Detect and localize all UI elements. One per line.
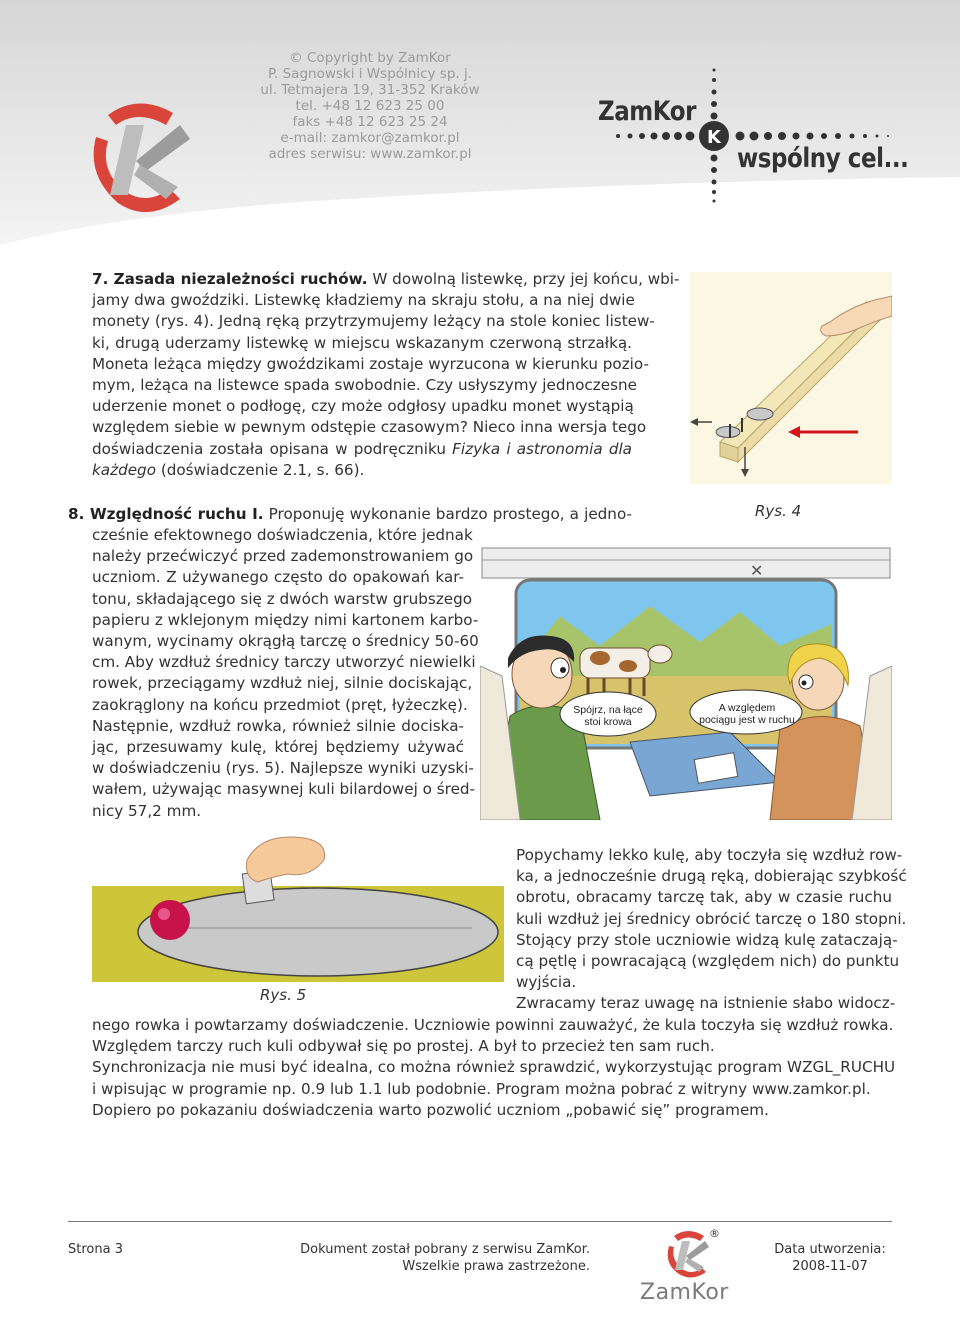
section-8-right-text: [516, 845, 907, 1015]
figure-5-disk-ball: [92, 826, 504, 982]
text-line: monety (rys. 4). Jedną ręką przytrzymujemy leżący na stole koniec listew-: [92, 312, 655, 331]
section-7-text: [92, 269, 680, 481]
section-7-title: 7. Zasada niezależności ruchów.: [92, 270, 368, 288]
text-line: 7. Zasada niezależności ruchów. W dowolną listewkę, przy jej końcu, wbi-: [92, 270, 680, 288]
text-line: Synchronizacja nie musi być idealna, co można również sprawdzić, wykorzystując program WZGL_RUCHU: [92, 1058, 896, 1077]
footer-brand: ZamKor: [640, 1280, 729, 1305]
text-line: nego rowka i powtarzamy doświadczenie. Uczniowie powinni zauważyć, że kula toczyła się wzdłuż rowka.: [92, 1016, 894, 1034]
text-line: cą pętlę i powracającą (względem nich) do punktu: [516, 952, 900, 971]
text-line: wyjścia.: [516, 973, 577, 992]
text-line: Następnie, wzdłuż rowka, również silnie dociska-: [92, 716, 464, 735]
text-line: jamy dwa gwoździki. Listewkę kładziemy na skraju stołu, a na niej dwie: [92, 291, 635, 310]
book-title: każdego: [92, 460, 156, 479]
text-line: wałem, używając masywnej kuli bilardowej o śred-: [92, 780, 476, 799]
figure-5-caption: Rys. 5: [260, 986, 307, 1004]
footer-logo-icon: [662, 1228, 712, 1280]
text-line: jąc, przesuwamy kulę, której będziemy używać: [92, 738, 464, 757]
footer-divider: [68, 1221, 892, 1222]
text-line: względem siebie w pewnym odstępie czasowym? Nieco inna wersja tego: [92, 418, 647, 437]
copyright-line: adres serwisu: www.zamkor.pl: [268, 146, 472, 162]
creation-date-label: Data utworzenia:: [774, 1242, 886, 1257]
figure-4-stick-coins: [690, 272, 892, 484]
dot-decoration-icon: [600, 66, 900, 206]
text-line: uczniom. Z używanego często do opakowań kar-: [92, 568, 464, 587]
section-8-bottom-text: [92, 1015, 896, 1121]
text-line: uderzenie monet o podłogę, czy może odgłosy upadku monet wystąpią: [92, 397, 634, 416]
text-line: cm. Aby wzdłuż średnicy tarczy utworzyć niewielki: [92, 653, 476, 672]
text-line: rowek, przeciągamy wzdłuż niej, silnie dociskając,: [92, 674, 473, 693]
text-line: nicy 57,2 mm.: [92, 801, 202, 820]
emblem-letter: K: [707, 127, 721, 148]
copyright-line: ul. Tetmajera 19, 31-352 Kraków: [260, 82, 480, 98]
svg-text:✕: ✕: [750, 561, 764, 580]
registered-mark: ®: [709, 1227, 720, 1240]
copyright-line: e-mail: zamkor@zamkor.pl: [280, 130, 460, 146]
text-line: ka, a jednocześnie drugą ręką, dobierając szybkość: [516, 867, 907, 886]
text-line: w doświadczeniu (rys. 5). Najlepsze wyniki uzyski-: [92, 759, 474, 778]
text-line: należy przećwiczyć przed zademonstrowaniem go: [92, 547, 474, 566]
copyright-line: faks +48 12 623 25 24: [292, 114, 448, 130]
section-8-intro-line: 8. Względność ruchu I. Proponuję wykonanie bardzo prostego, a jedno-: [68, 505, 632, 523]
page-number: Strona 3: [68, 1242, 123, 1257]
text-line: tonu, składającego się z dwóch warstw grubszego: [92, 589, 473, 608]
text-line: doświadczenia została opisana w podręczniku Fizyka i astronomia dla: [92, 439, 632, 458]
creation-date: [768, 1241, 892, 1275]
creation-date-value: 2008-11-07: [792, 1259, 868, 1274]
book-title: Fizyka i astronomia dla: [452, 439, 632, 458]
figure-4-caption: Rys. 4: [755, 502, 802, 520]
text-line: cześnie efektownego doświadczenia, które jednak: [92, 526, 473, 544]
text-line: Zwracamy teraz uwagę na istnienie słabo widocz-: [516, 994, 896, 1013]
text-line: Dopiero po pokazaniu doświadczenia warto pozwolić uczniom „pobawić się” programem.: [92, 1100, 769, 1119]
text-line: Stojący przy stole uczniowie widzą kulę zataczają-: [516, 930, 898, 949]
slogan: wspólny cel...: [737, 143, 909, 174]
text-line: zaokrąglony na końcu przedmiot (pręt, łyżeczkę).: [92, 695, 468, 714]
section-8-text: [92, 525, 479, 822]
section-8-title: 8. Względność ruchu I.: [68, 505, 264, 523]
text-line: kuli wzdłuż jej średnicy obrócić tarczę o 180 stopni.: [516, 909, 907, 928]
text-line: ki, drugą uderzamy listewkę w miejscu wskazanym czerwoną strzałką.: [92, 333, 632, 352]
text-line: Popychamy lekko kulę, aby toczyła się wzdłuż row-: [516, 846, 903, 864]
text-line: Moneta leżąca między gwoździkami zostaje wyrzucona w kierunku pozio-: [92, 354, 649, 373]
text-line: obrotu, obracamy tarczę tak, aby w czasie ruchu: [516, 888, 892, 907]
text-line: mym, leżąca na listewce spada swobodnie. Czy usłyszymy jednoczesne: [92, 376, 637, 395]
speech-bubble-right: A względem pociągu jest w ruchu: [699, 702, 795, 726]
brand-name: ZamKor: [598, 96, 696, 127]
copyright-line: © Copyright by ZamKor: [289, 50, 451, 66]
cartoon-train-cow: [480, 546, 892, 820]
copyright-line: P. Sagnowski i Wspólnicy sp. j.: [267, 66, 473, 82]
text-line: wanym, wycinamy okrągłą tarczę o średnicy 50-60: [92, 632, 479, 651]
text-line: papieru z wklejonym między nimi kartonem karbo-: [92, 610, 479, 629]
text-line: i wpisując w programie np. 0.9 lub 1.1 lub podobnie. Program można pobrać z witryny www.zamkor.pl.: [92, 1079, 871, 1098]
text-line: każdego (doświadczenie 2.1, s. 66).: [92, 460, 365, 479]
footer-notice: Dokument został pobrany z serwisu ZamKor. Wszelkie prawa zastrzeżone.: [300, 1242, 590, 1274]
text-line: Względem tarczy ruch kuli odbywał się po prostej. A był to przecież ten sam ruch.: [92, 1037, 715, 1056]
speech-bubble-left: Spójrz, na łące stoi krowa: [573, 704, 643, 728]
copyright-line: tel. +48 12 623 25 00: [295, 98, 445, 114]
